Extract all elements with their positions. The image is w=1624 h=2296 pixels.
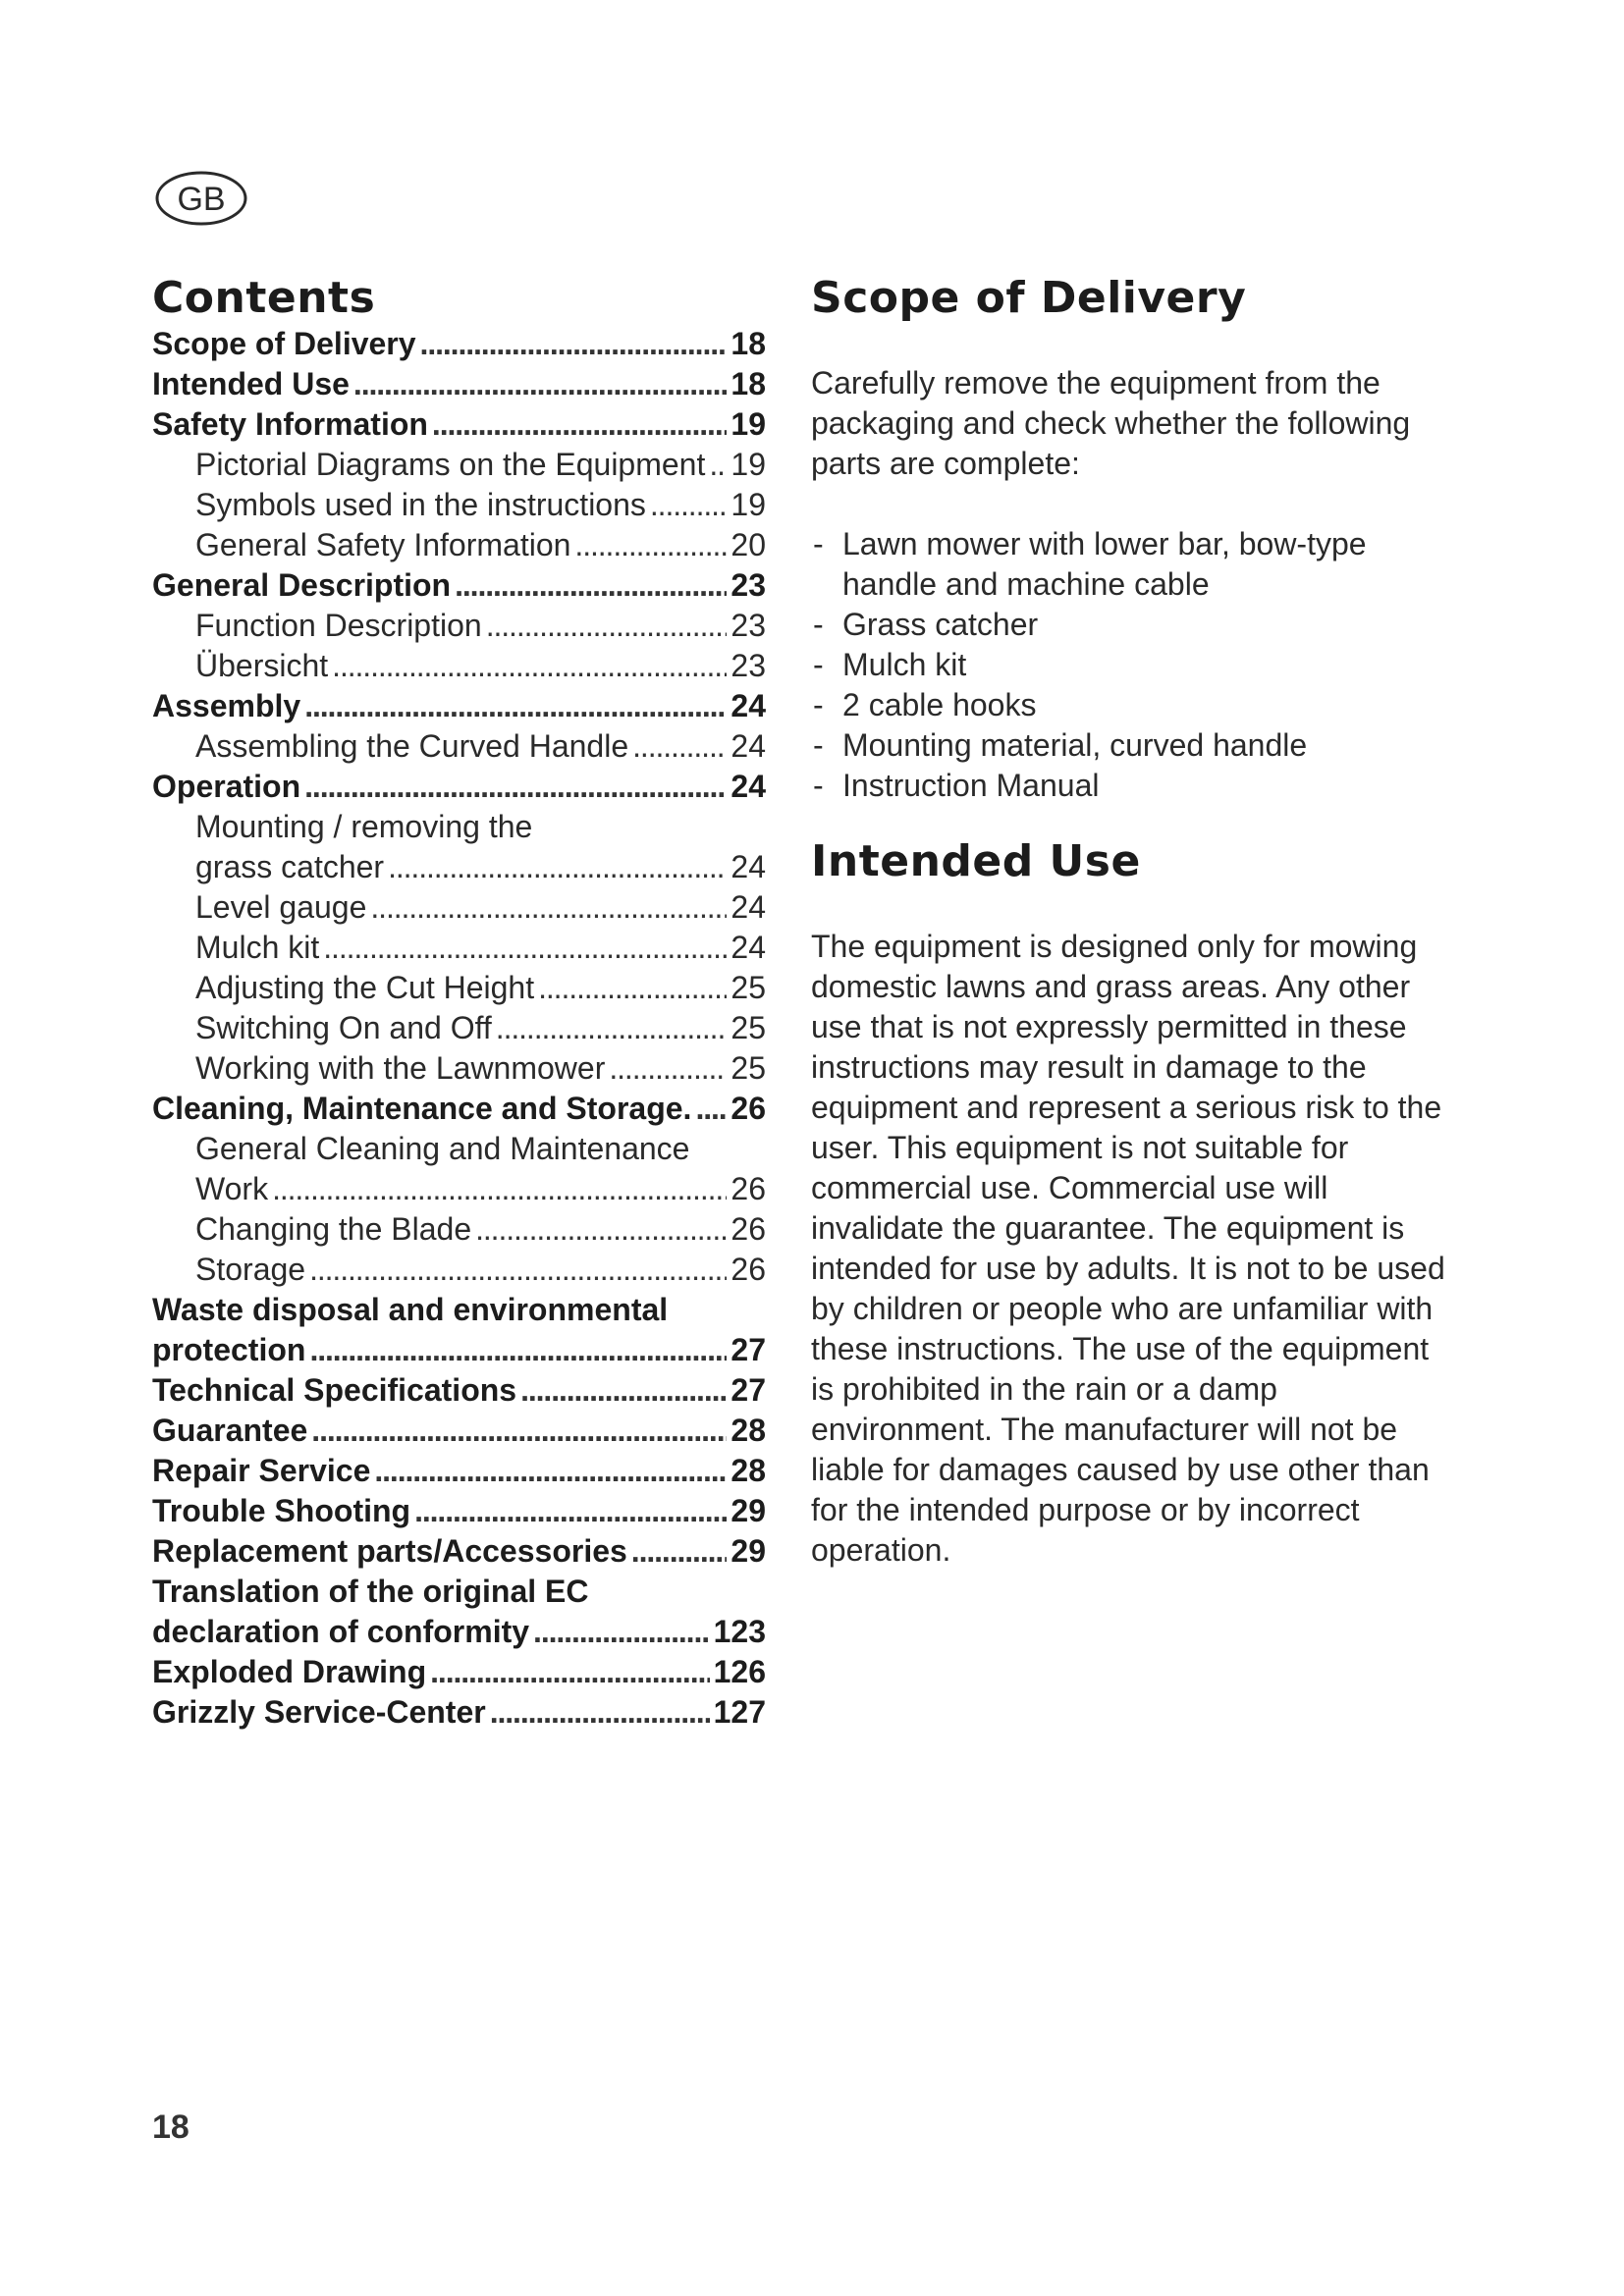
toc-entry-title: Übersicht xyxy=(195,648,329,683)
toc-leader-dots xyxy=(388,847,727,887)
toc-entry-page: 20 xyxy=(731,527,766,562)
toc-leader-dots xyxy=(650,485,728,525)
toc-entry-page: 127 xyxy=(713,1694,766,1730)
toc-entry xyxy=(152,686,766,726)
toc-entry-title: Mounting / removing the xyxy=(195,809,533,844)
toc-leader-dots xyxy=(323,928,727,968)
toc-entry xyxy=(152,525,766,565)
toc-entry-page: 26 xyxy=(731,1091,766,1126)
toc-entry-page: 126 xyxy=(713,1654,766,1689)
toc-entry xyxy=(152,1129,766,1169)
toc-entry xyxy=(152,726,766,767)
toc-leader-dots xyxy=(309,1330,727,1370)
toc-entry xyxy=(152,1572,766,1612)
toc-entry xyxy=(152,1048,766,1089)
toc-entry xyxy=(152,1330,766,1370)
toc-entry-page: 18 xyxy=(731,326,766,361)
list-item: - Mulch kit xyxy=(811,645,1449,685)
toc-leader-dots xyxy=(309,1250,727,1290)
toc-entry-page: 24 xyxy=(731,889,766,925)
toc-entry-title: General Cleaning and Maintenance xyxy=(195,1131,690,1166)
toc-leader-dots xyxy=(430,1652,709,1692)
toc-entry-title: Exploded Drawing xyxy=(152,1654,427,1689)
toc-entry xyxy=(152,1169,766,1209)
toc-entry xyxy=(152,1451,766,1491)
toc-entry-title: Trouble Shooting xyxy=(152,1493,411,1528)
contents-heading: Contents xyxy=(152,273,376,323)
toc-entry-page: 24 xyxy=(731,849,766,884)
table-of-contents xyxy=(152,324,766,1733)
toc-entry xyxy=(152,1209,766,1250)
toc-leader-dots xyxy=(632,726,727,767)
intended-use-heading: Intended Use xyxy=(811,836,1141,886)
toc-leader-dots xyxy=(370,887,727,928)
toc-entry-page: 24 xyxy=(731,769,766,804)
toc-entry xyxy=(152,606,766,646)
toc-entry xyxy=(152,1370,766,1411)
toc-entry-title: General Safety Information xyxy=(195,527,571,562)
toc-entry xyxy=(152,404,766,445)
toc-leader-dots xyxy=(432,404,727,445)
toc-entry xyxy=(152,646,766,686)
page-number: 18 xyxy=(152,2109,189,2146)
toc-entry-page: 18 xyxy=(731,366,766,401)
intended-use-text: The equipment is designed only for mowing domestic lawns and grass areas. Any other use that is not expressly permitted in these instructions may result in damage to the equipment and represent a serious risk to the user. This equipment is not suitable for commercial use. Commercial use will invalidate the guarantee. The equipment is intended for use by adults. It is not to be used by children or people who are unfamiliar with these instructions. The use of the equipment is prohibited in the rain or a damp environment. The manufacturer will not be liable for damages caused by use other than for the intended purpose or by incorrect operation. xyxy=(811,929,1445,1568)
toc-leader-dots xyxy=(353,364,727,404)
toc-entry-title: Intended Use xyxy=(152,366,350,401)
toc-entry-title: protection xyxy=(152,1332,306,1367)
toc-entry-title: grass catcher xyxy=(195,849,385,884)
toc-entry-title: Assembling the Curved Handle xyxy=(195,728,629,764)
toc-entry xyxy=(152,1612,766,1652)
toc-entry xyxy=(152,767,766,807)
toc-entry-title: Replacement parts/Accessories xyxy=(152,1533,627,1569)
toc-entry-page: 26 xyxy=(731,1252,766,1287)
toc-leader-dots xyxy=(374,1451,727,1491)
toc-leader-dots xyxy=(304,767,727,807)
toc-entry-page: 25 xyxy=(731,1050,766,1086)
toc-leader-dots xyxy=(311,1411,727,1451)
toc-entry xyxy=(152,1411,766,1451)
toc-entry xyxy=(152,1250,766,1290)
toc-entry-page: 29 xyxy=(731,1493,766,1528)
toc-entry-page: 24 xyxy=(731,930,766,965)
gb-oval-icon xyxy=(154,170,248,227)
toc-leader-dots xyxy=(420,324,728,364)
toc-entry-title: Waste disposal and environmental xyxy=(152,1292,669,1327)
toc-entry-page: 24 xyxy=(731,688,766,723)
list-item: - Lawn mower with lower bar, bow-type handle and machine cable xyxy=(811,524,1449,605)
toc-leader-dots xyxy=(709,445,727,485)
toc-leader-dots xyxy=(455,565,727,606)
toc-entry-title: Scope of Delivery xyxy=(152,326,416,361)
toc-entry-title: Grizzly Service-Center xyxy=(152,1694,486,1730)
toc-leader-dots xyxy=(520,1370,727,1411)
toc-entry-page: 28 xyxy=(731,1453,766,1488)
toc-entry-page: 19 xyxy=(731,406,766,442)
toc-entry xyxy=(152,1531,766,1572)
toc-entry xyxy=(152,928,766,968)
toc-leader-dots xyxy=(486,606,728,646)
toc-leader-dots xyxy=(304,686,727,726)
toc-leader-dots xyxy=(272,1169,727,1209)
toc-entry-title: Pictorial Diagrams on the Equipment xyxy=(195,447,706,482)
toc-entry xyxy=(152,1290,766,1330)
toc-entry-title: Work xyxy=(195,1171,269,1206)
toc-entry-title: Level gauge xyxy=(195,889,367,925)
toc-entry-title: Operation xyxy=(152,769,301,804)
toc-entry-page: 19 xyxy=(731,447,766,482)
toc-leader-dots xyxy=(475,1209,727,1250)
badge-label: GB xyxy=(177,181,226,218)
toc-entry-page: 23 xyxy=(731,567,766,603)
country-badge-gb xyxy=(154,170,248,227)
toc-entry-page: 26 xyxy=(731,1171,766,1206)
toc-entry xyxy=(152,968,766,1008)
list-item: - Grass catcher xyxy=(811,605,1449,645)
toc-entry-title: Guarantee xyxy=(152,1413,308,1448)
toc-entry-page: 23 xyxy=(731,648,766,683)
toc-entry-page: 29 xyxy=(731,1533,766,1569)
toc-entry xyxy=(152,1491,766,1531)
toc-leader-dots xyxy=(414,1491,727,1531)
toc-leader-dots xyxy=(695,1089,727,1129)
toc-entry-title: Assembly xyxy=(152,688,301,723)
toc-leader-dots xyxy=(332,646,727,686)
toc-leader-dots xyxy=(533,1612,710,1652)
toc-entry-page: 123 xyxy=(713,1614,766,1649)
toc-entry-title: Storage xyxy=(195,1252,306,1287)
list-item: - Mounting material, curved handle xyxy=(811,725,1449,766)
toc-entry xyxy=(152,324,766,364)
toc-entry xyxy=(152,847,766,887)
toc-entry-title: Changing the Blade xyxy=(195,1211,472,1247)
toc-entry xyxy=(152,1008,766,1048)
list-item: - 2 cable hooks xyxy=(811,685,1449,725)
toc-entry-page: 27 xyxy=(731,1372,766,1408)
toc-entry xyxy=(152,445,766,485)
toc-leader-dots xyxy=(631,1531,728,1572)
toc-entry-title: Symbols used in the instructions xyxy=(195,487,646,522)
toc-entry-page: 25 xyxy=(731,1010,766,1045)
toc-entry xyxy=(152,1089,766,1129)
toc-entry xyxy=(152,1692,766,1733)
toc-entry-title: Mulch kit xyxy=(195,930,320,965)
toc-entry xyxy=(152,1652,766,1692)
toc-entry-page: 26 xyxy=(731,1211,766,1247)
toc-entry-page: 23 xyxy=(731,608,766,643)
toc-entry xyxy=(152,887,766,928)
toc-entry-title: Cleaning, Maintenance and Storage. xyxy=(152,1091,692,1126)
delivery-items-list xyxy=(811,524,1449,806)
toc-leader-dots xyxy=(490,1692,710,1733)
toc-entry-title: Technical Specifications xyxy=(152,1372,517,1408)
toc-entry-page: 19 xyxy=(731,487,766,522)
toc-entry-page: 25 xyxy=(731,970,766,1005)
scope-of-delivery-heading: Scope of Delivery xyxy=(811,273,1247,323)
toc-leader-dots xyxy=(496,1008,728,1048)
toc-entry-page: 28 xyxy=(731,1413,766,1448)
toc-entry-page: 27 xyxy=(731,1332,766,1367)
toc-entry-title: Function Description xyxy=(195,608,482,643)
toc-entry-title: Switching On and Off xyxy=(195,1010,492,1045)
toc-entry-title: Translation of the original EC xyxy=(152,1574,589,1609)
toc-entry xyxy=(152,565,766,606)
scope-of-delivery-intro: Carefully remove the equipment from the packaging and check whether the following parts are complete: xyxy=(811,365,1411,481)
toc-entry xyxy=(152,364,766,404)
list-item: - Instruction Manual xyxy=(811,766,1449,806)
toc-leader-dots xyxy=(609,1048,727,1089)
toc-entry xyxy=(152,807,766,847)
toc-entry-title: General Description xyxy=(152,567,452,603)
toc-entry xyxy=(152,485,766,525)
toc-entry-title: Working with the Lawnmower xyxy=(195,1050,606,1086)
toc-entry-title: Safety Information xyxy=(152,406,428,442)
toc-entry-page: 24 xyxy=(731,728,766,764)
toc-entry-title: declaration of conformity xyxy=(152,1614,530,1649)
toc-leader-dots xyxy=(538,968,727,1008)
toc-leader-dots xyxy=(574,525,727,565)
toc-entry-title: Repair Service xyxy=(152,1453,371,1488)
toc-entry-title: Adjusting the Cut Height xyxy=(195,970,535,1005)
